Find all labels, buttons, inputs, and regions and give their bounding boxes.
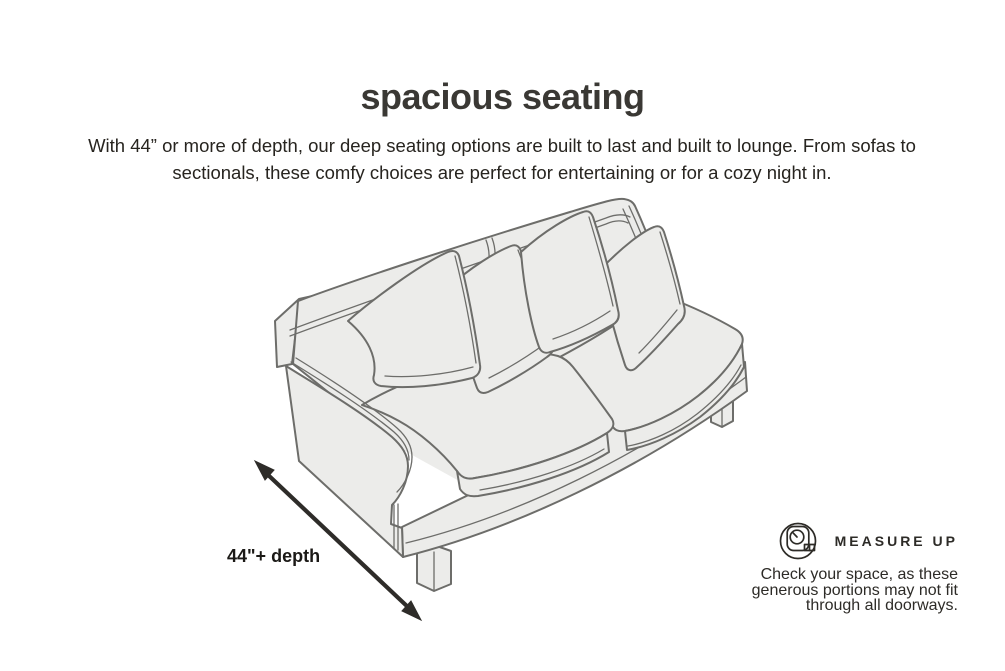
intro-description: With 44” or more of depth, our deep seating options are built to last and built to lounge. From sofas to sectionals, these comfy choices are perfect for entertaining or for a cozy night in. [88,134,916,183]
measure-up-title: MEASURE UP [834,533,958,549]
measure-up-section [698,519,958,614]
page-title: spacious seating [360,76,645,118]
depth-dimension-label: 44"+ depth [227,546,321,566]
measure-up-note: Check your space, as these generous portions may not fit through all doorways. [751,566,958,614]
tape-measure-icon [776,519,820,563]
